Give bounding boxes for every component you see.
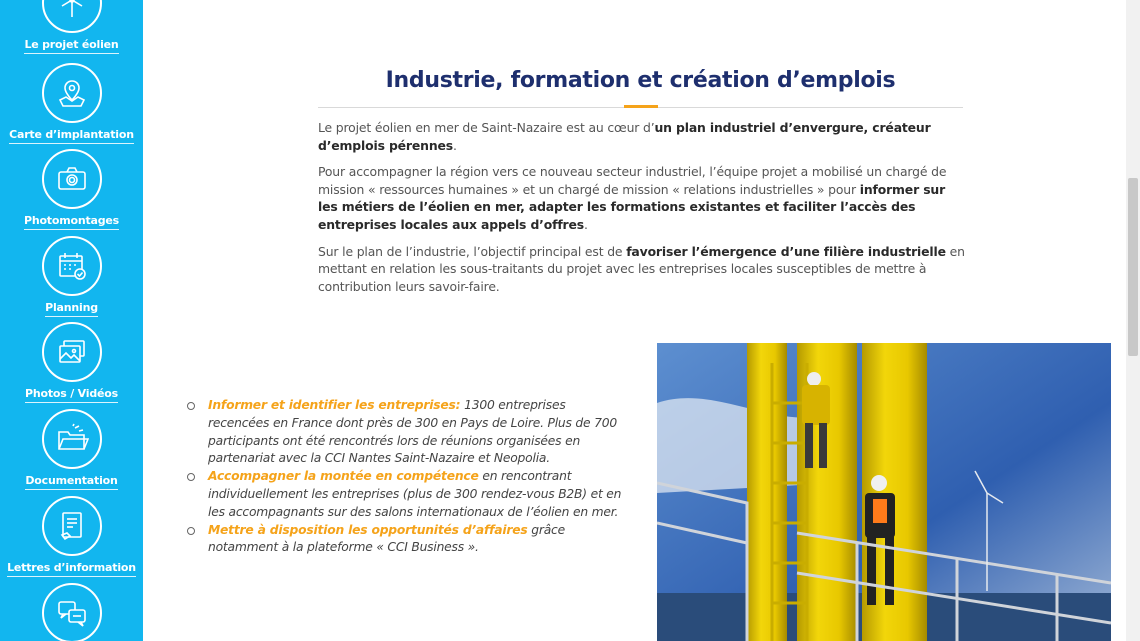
list-item bbox=[186, 397, 626, 468]
sidebar-item-planning[interactable] bbox=[0, 236, 143, 317]
list-item-lead: Mettre à disposition les opportunités d’affaires bbox=[208, 522, 528, 537]
sidebar-item-label: Le projet éolien bbox=[24, 38, 118, 54]
page-title: Industrie, formation et création d’emplois bbox=[385, 68, 896, 93]
page-scrollbar[interactable] bbox=[1126, 0, 1140, 641]
newsletter-icon bbox=[42, 496, 102, 556]
paragraph-emphasis: favoriser l’émergence d’une filière industrielle bbox=[626, 243, 946, 259]
sidebar-item-lettres[interactable] bbox=[0, 496, 143, 577]
camera-icon bbox=[42, 149, 102, 209]
list-item-lead: Accompagner la montée en compétence bbox=[208, 469, 479, 484]
list-item bbox=[186, 522, 626, 558]
sidebar-item-photomontages[interactable] bbox=[0, 149, 143, 230]
sidebar-nav bbox=[0, 0, 143, 641]
paragraph-text: . bbox=[584, 216, 588, 232]
paragraph-text: en mettant en relation les sous-traitants du projet avec les entreprises locales susceptibles de mettre à contribution leurs savoir-faire. bbox=[318, 243, 965, 294]
paragraph bbox=[318, 243, 968, 296]
sidebar-item-label: Carte d’implantation bbox=[9, 128, 134, 144]
intro-text bbox=[318, 119, 968, 304]
list-item-lead: Informer et identifier les entreprises: bbox=[208, 398, 461, 412]
paragraph bbox=[318, 163, 968, 233]
sidebar-item-label: Planning bbox=[45, 301, 98, 317]
folder-icon bbox=[42, 409, 102, 469]
sidebar-item-documentation[interactable] bbox=[0, 409, 143, 490]
sidebar-item-label: Photomontages bbox=[24, 214, 119, 230]
paragraph-emphasis: informer sur les métiers de l’éolien en mer, adapter les formations existantes et faciliter l’accès des entreprises locales aux appels d’offres bbox=[318, 181, 946, 232]
paragraph-text: Pour accompagner la région vers ce nouveau secteur industriel, l’équipe projet a mobilisé un chargé de mission « ressources humaines » et un chargé de mission « relations industrielles » pour bbox=[318, 164, 947, 197]
sidebar-item-label: Lettres d’information bbox=[7, 561, 136, 577]
paragraph bbox=[318, 119, 968, 154]
list-item-text: grâce notamment à la plateforme « CCI Business ». bbox=[208, 522, 565, 555]
wind-turbine-photo bbox=[657, 343, 1111, 641]
paragraph-text: Sur le plan de l’industrie, l’objectif principal est de bbox=[318, 243, 627, 259]
action-list bbox=[186, 397, 626, 557]
paragraph-emphasis: un plan industriel d’envergure, créateur d’emplois pérennes bbox=[318, 120, 931, 153]
paragraph-text: . bbox=[452, 137, 457, 153]
sidebar-item-label: Documentation bbox=[25, 474, 117, 490]
heading-accent-bar bbox=[624, 105, 658, 108]
gallery-icon bbox=[42, 322, 102, 382]
chat-bubbles-icon bbox=[42, 583, 102, 641]
list-item bbox=[186, 468, 626, 521]
scrollbar-thumb[interactable] bbox=[1128, 178, 1138, 356]
wind-turbine-icon bbox=[42, 0, 102, 33]
list-item-text: 1300 entreprises recencées en France dont près de 300 en Pays de Loire. Plus de 700 participants ont été rencontrés lors de réunions organisées en partenariat avec la CCI Nantes Saint-Nazaire et Neopolia. bbox=[208, 398, 617, 466]
list-item-text: en rencontrant individuellement les entreprises (plus de 300 rendez-vous B2B) et en les accompagnants sur des salons internationaux de l’éolien en mer. bbox=[208, 469, 622, 519]
map-pin-icon bbox=[42, 63, 102, 123]
sidebar-item-projet-eolien[interactable] bbox=[0, 0, 143, 54]
sidebar-item-photos-videos[interactable] bbox=[0, 322, 143, 403]
paragraph-text: Le projet éolien en mer de Saint-Nazaire est au cœur d’ bbox=[318, 120, 655, 135]
sidebar-item-label: Photos / Vidéos bbox=[25, 387, 118, 403]
calendar-icon bbox=[42, 236, 102, 296]
sidebar-item-contact[interactable] bbox=[0, 583, 143, 641]
sidebar-item-carte[interactable] bbox=[0, 63, 143, 144]
